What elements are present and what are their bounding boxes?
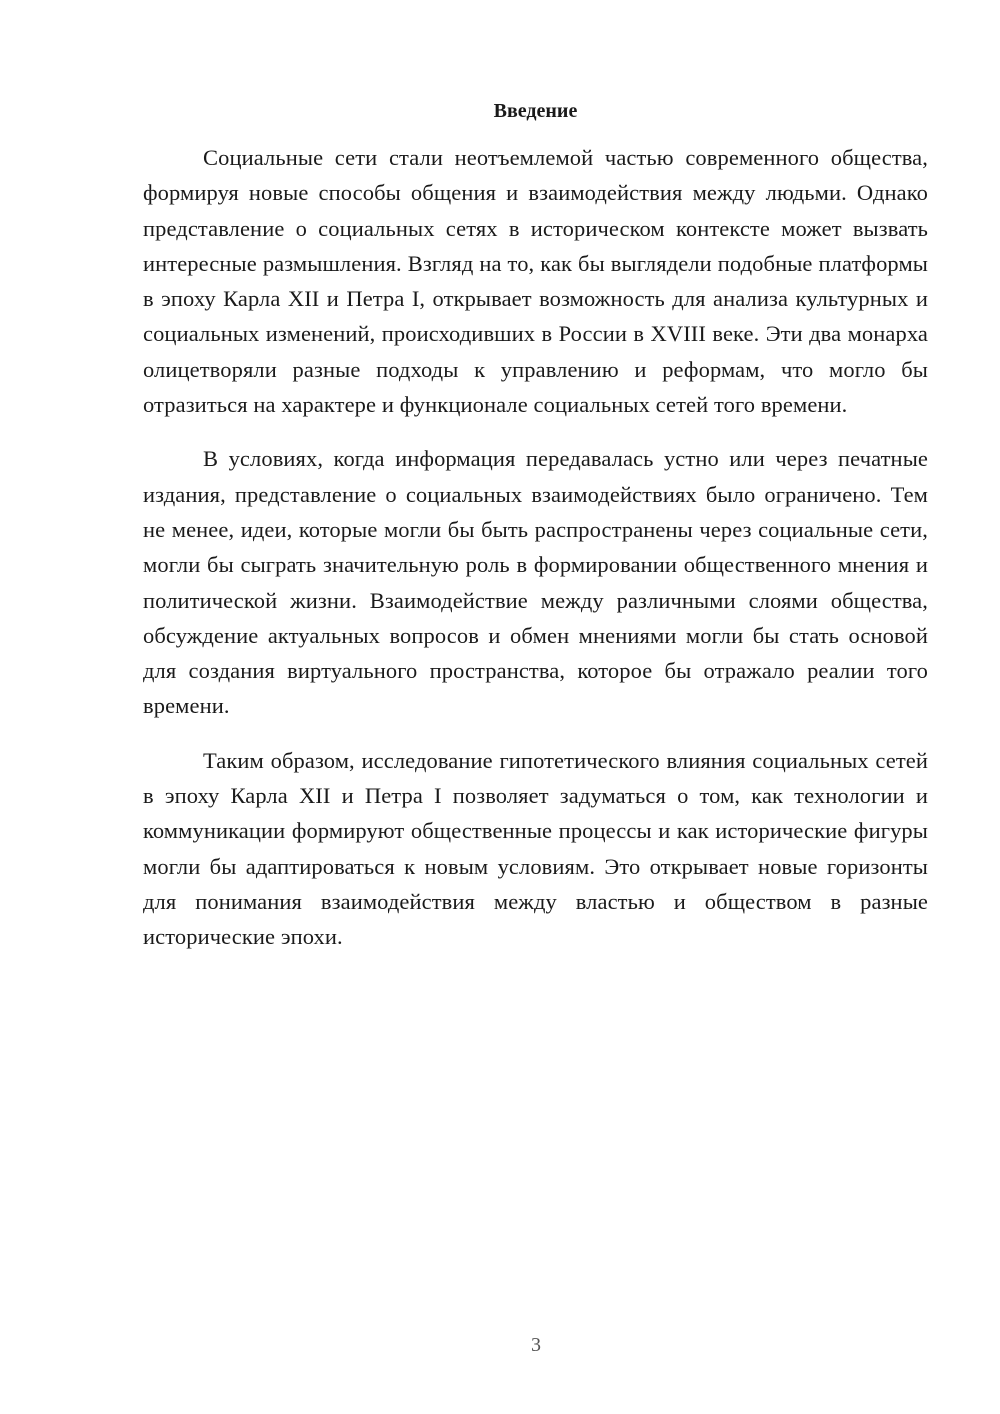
paragraph-3: Таким образом, исследование гипотетического влияния социальных сетей в эпоху Карла XII и Петра I позволяет задуматься о том, как технологии и коммуникации формируют общественные процессы и как исторические фигуры могли бы адаптироваться к новым условиям. Это открывает новые горизонты для понимания взаимодействия между властью и обществом в разные исторические эпохи.	[143, 747, 928, 950]
page-number: 3	[531, 1334, 541, 1356]
paragraph-2: В условиях, когда информация передавалась устно или через печатные издания, представление о социальных взаимодействиях было ограничено. Тем не менее, идеи, которые могли бы быть распространены через социальные сети, могли бы сыграть значительную роль в формировании общественного мнения и политической жизни. Взаимодействие между различными слоями общества, обсуждение актуальных вопросов и обмен мнениями могли бы стать основой для создания виртуального пространства, которое бы отражало реалии того времени.	[143, 446, 928, 719]
section-title: Введение	[493, 100, 578, 122]
page-content	[143, 96, 928, 974]
paragraph-1: Социальные сети стали неотъемлемой частью современного общества, формируя новые способы общения и взаимодействия между людьми. Однако представление о социальных сетях в историческом контексте может вызвать интересные размышления. Взгляд на то, как бы выглядели подобные платформы в эпоху Карла XII и Петра I, открывает возможность для анализа культурных и социальных изменений, происходивших в России в XVIII веке. Эти два монарха олицетворяли разные подходы к управлению и реформам, что могло бы отразиться на характере и функционале социальных сетей того времени.	[143, 145, 928, 418]
